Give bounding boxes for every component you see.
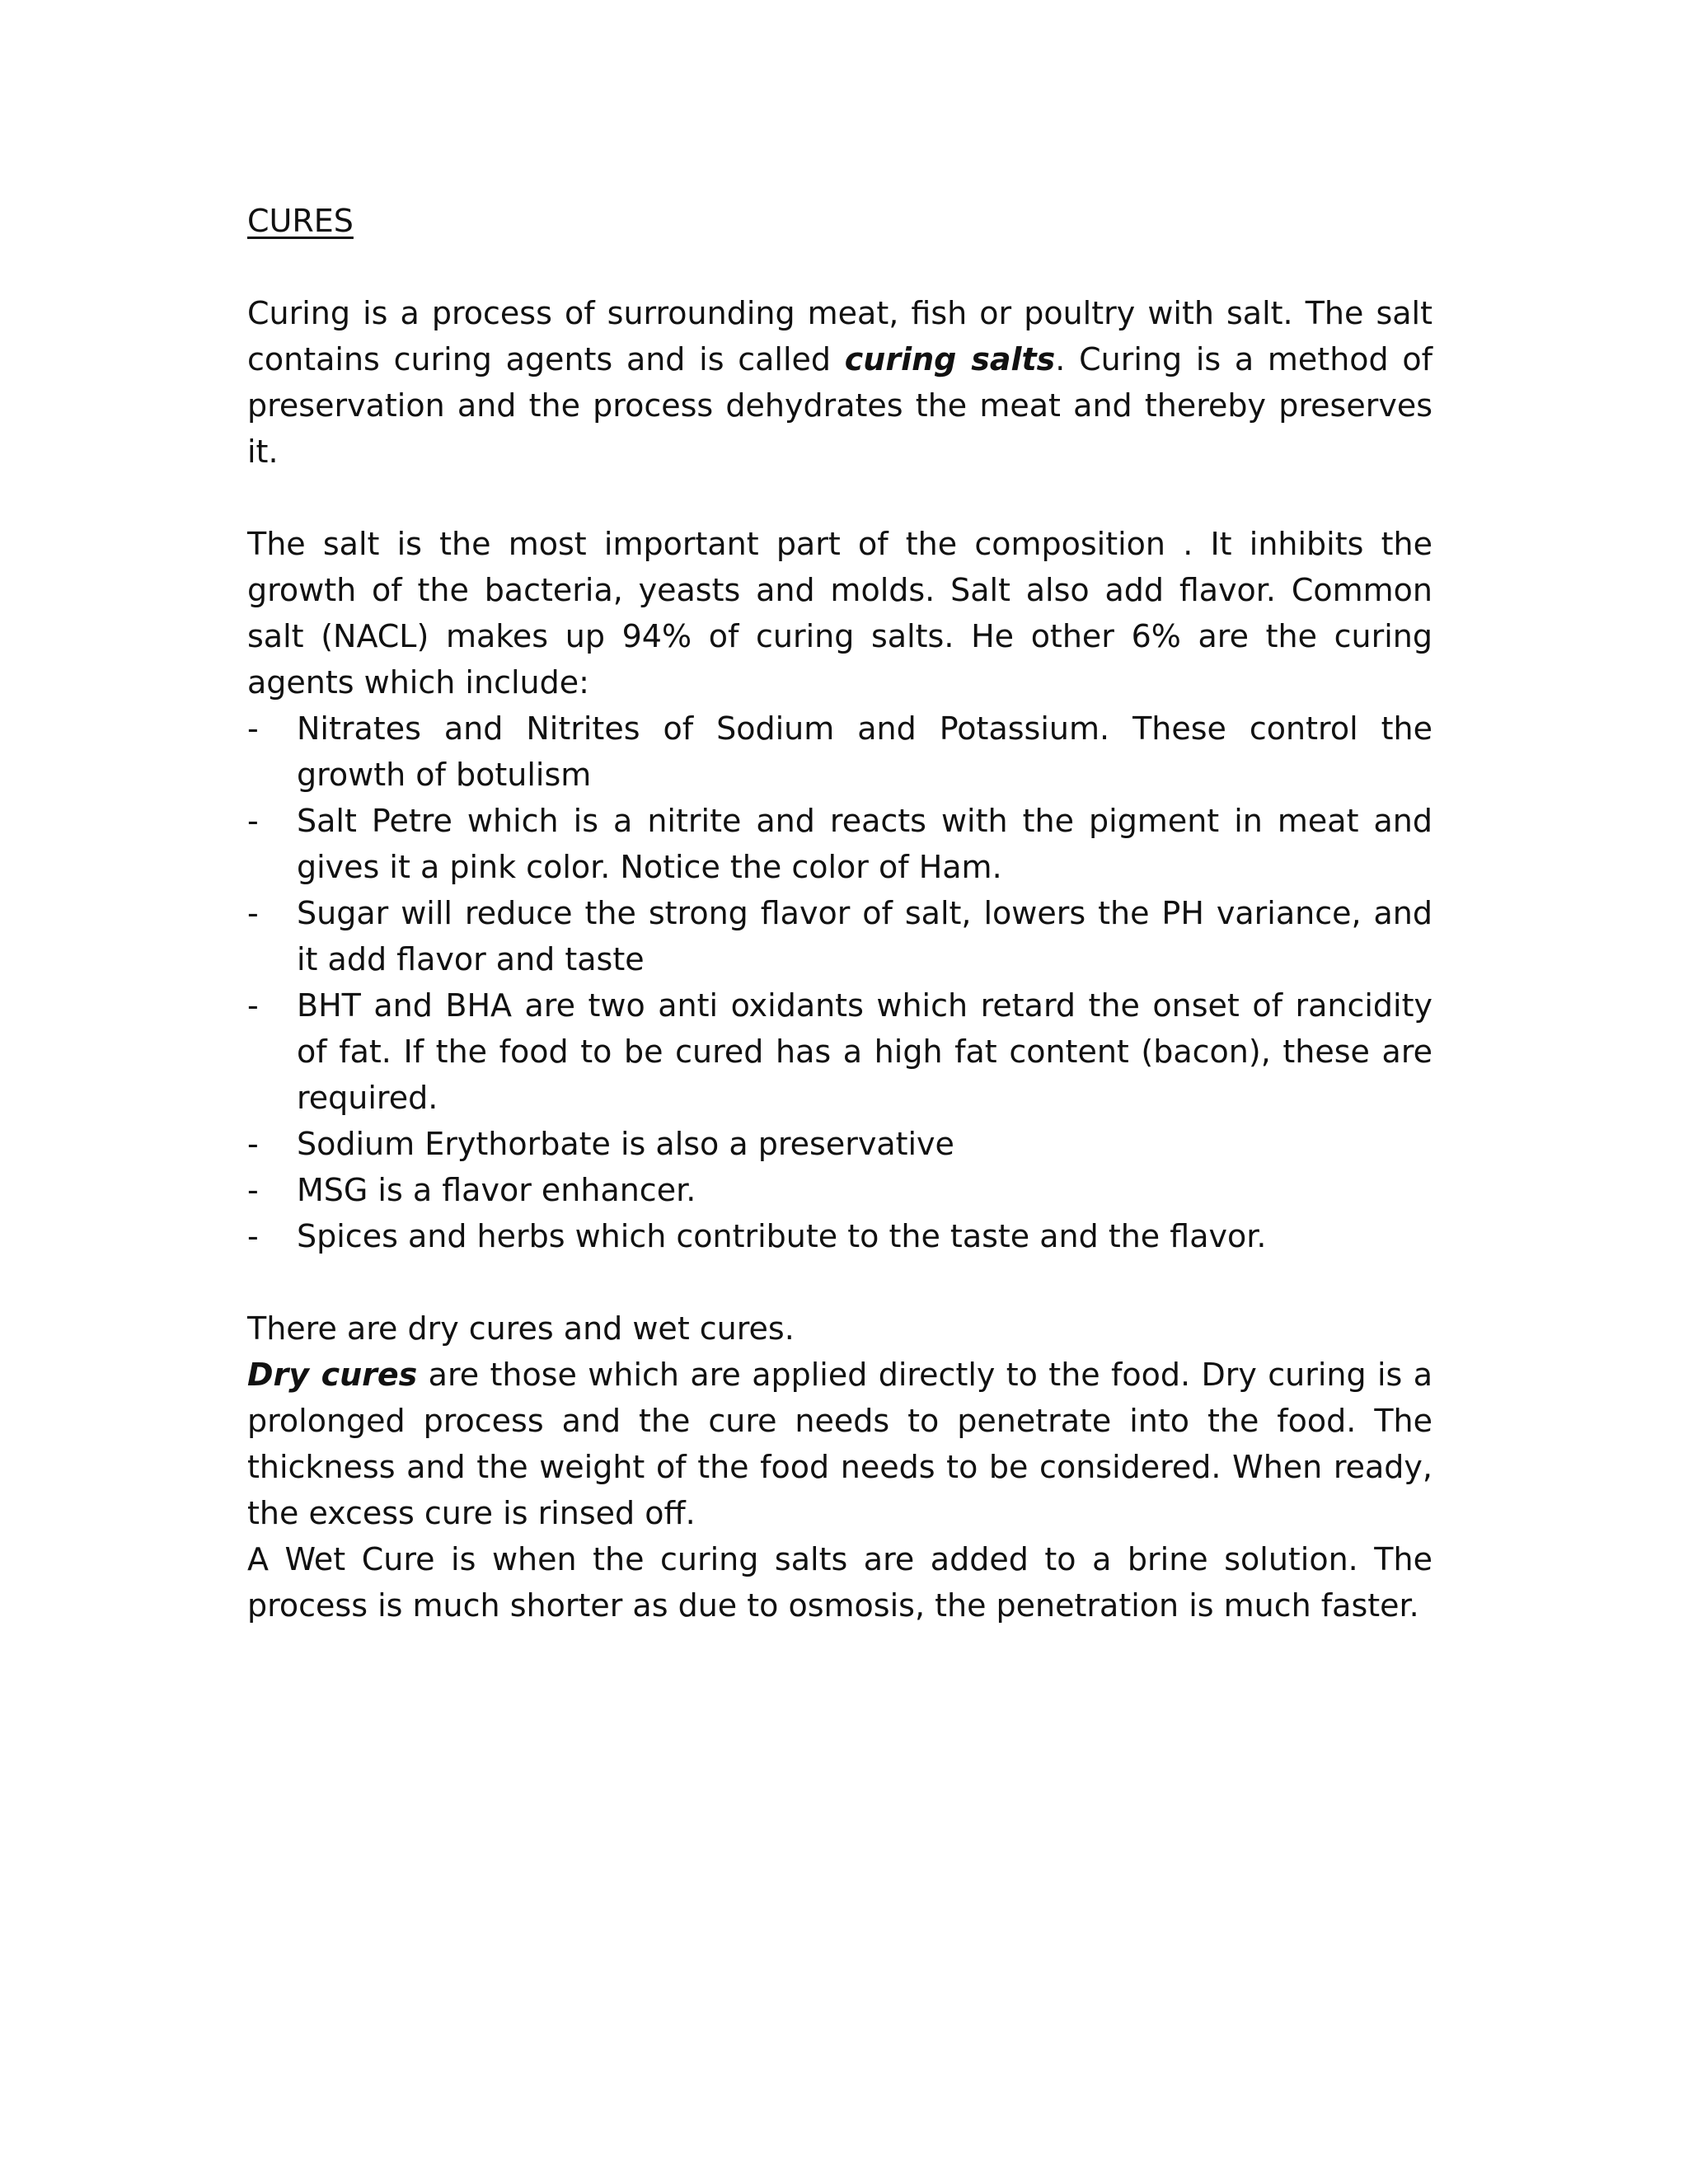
list-item-text: MSG is a flavor enhancer. [297, 1172, 696, 1208]
list-item-text: BHT and BHA are two anti oxidants which retard the onset of rancidity of fat. If the food to be cured has a high fat content (bacon), these are required. [297, 987, 1432, 1116]
list-item [247, 890, 1432, 982]
intro-text-2: . Curing is a method of preservation and the process dehydrates the meat and thereby preserves it. [247, 341, 1432, 470]
list-item-text: Sodium Erythorbate is also a preservative [297, 1126, 954, 1162]
bullet-dash: - [247, 1126, 259, 1162]
composition-paragraph: The salt is the most important part of the composition . It inhibits the growth of the bacteria, yeasts and molds. Salt also add flavor. Common salt (NACL) makes up 94% of curing salts. He other 6% are the curing agents which include: [247, 526, 1432, 701]
spacer [247, 244, 1432, 290]
dry-cure-paragraph [247, 1352, 1432, 1536]
list-item-text: Nitrates and Nitrites of Sodium and Potassium. These control the growth of botulism [297, 710, 1432, 793]
spacer [247, 475, 1432, 521]
list-item-text: Spices and herbs which contribute to the taste and the flavor. [297, 1218, 1267, 1254]
intro-paragraph [247, 290, 1432, 475]
dry-cures-emphasis: Dry cures [247, 1357, 418, 1393]
list-item [247, 1121, 1432, 1167]
bullet-dash: - [247, 803, 259, 839]
list-item [247, 1213, 1432, 1259]
bullet-dash: - [247, 1218, 259, 1254]
cure-types-line: There are dry cures and wet cures. [247, 1310, 795, 1347]
list-item [247, 705, 1432, 798]
intro-text-1: Curing is a process of surrounding meat, fish or poultry with salt. The salt contains curing agents and is called [247, 295, 1432, 377]
curing-agents-list [247, 705, 1432, 1259]
list-item [247, 982, 1432, 1121]
document-page [247, 198, 1432, 1629]
dry-cure-text: are those which are applied directly to the food. Dry curing is a prolonged process and the cure needs to penetrate into the food. The thickness and the weight of the food needs to be considered. When ready, the excess cure is rinsed off. [247, 1357, 1432, 1531]
spacer [247, 1259, 1432, 1305]
list-item [247, 1167, 1432, 1213]
bullet-dash: - [247, 895, 259, 931]
list-item-text: Salt Petre which is a nitrite and reacts with the pigment in meat and gives it a pink color. Notice the color of Ham. [297, 803, 1432, 885]
curing-salts-emphasis: curing salts [844, 341, 1056, 377]
wet-cure-paragraph: A Wet Cure is when the curing salts are added to a brine solution. The process is much shorter as due to osmosis, the penetration is much faster. [247, 1541, 1432, 1624]
page-title: CURES [247, 203, 354, 239]
list-item-text: Sugar will reduce the strong flavor of salt, lowers the PH variance, and it add flavor and taste [297, 895, 1432, 977]
list-item [247, 798, 1432, 890]
bullet-dash: - [247, 987, 259, 1024]
bullet-dash: - [247, 1172, 259, 1208]
bullet-dash: - [247, 710, 259, 747]
